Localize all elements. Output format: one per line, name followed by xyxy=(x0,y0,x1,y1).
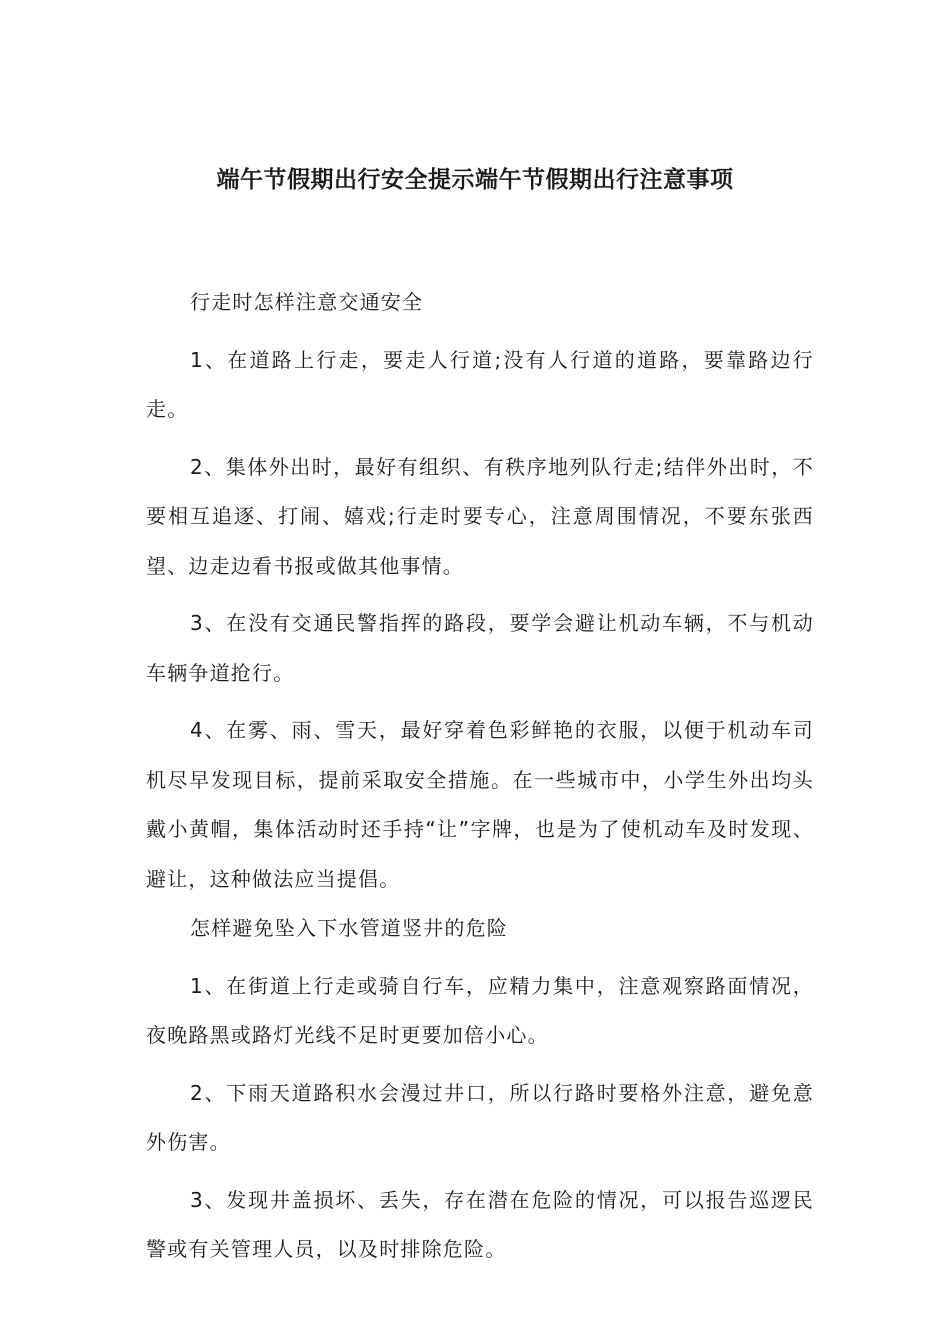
document-title: 端午节假期出行安全提示端午节假期出行注意事项 xyxy=(216,166,734,193)
manhole-tip-1: 1、在街道上行走或骑自行车，应精力集中，注意观察路面情况，夜晚路黑或路灯光线不足时更要加倍小心。 xyxy=(146,973,814,1047)
walking-tip-4: 4、在雾、雨、雪天，最好穿着色彩鲜艳的衣服，以便于机动车司机尽早发现目标，提前采取安全措施。在一些城市中，小学生外出均头戴小黄帽，集体活动时还手持“让”字牌，也是为了使机动车及时发现、避让，这种做法应当提倡。 xyxy=(146,718,814,891)
manhole-tip-3: 3、发现井盖损坏、丢失，存在潜在危险的情况，可以报告巡逻民警或有关管理人员，以及时排除危险。 xyxy=(146,1187,814,1261)
manhole-tip-2: 2、下雨天道路积水会漫过井口，所以行路时要格外注意，避免意外伤害。 xyxy=(146,1080,814,1154)
document-body xyxy=(146,278,814,1275)
walking-tip-1: 1、在道路上行走，要走人行道;没有人行道的道路，要靠路边行走。 xyxy=(146,347,814,421)
walking-tip-2: 2、集体外出时，最好有组织、有秩序地列队行走;结伴外出时，不要相互追逐、打闹、嬉戏;行走时要专心，注意周围情况，不要东张西望、边走边看书报或做其他事情。 xyxy=(146,454,814,578)
walking-tip-3: 3、在没有交通民警指挥的路段，要学会避让机动车辆，不与机动车辆争道抢行。 xyxy=(146,611,814,685)
section-heading-walking-safety: 行走时怎样注意交通安全 xyxy=(190,290,424,314)
section-heading-manhole-safety: 怎样避免坠入下水管道竖井的危险 xyxy=(190,916,508,940)
